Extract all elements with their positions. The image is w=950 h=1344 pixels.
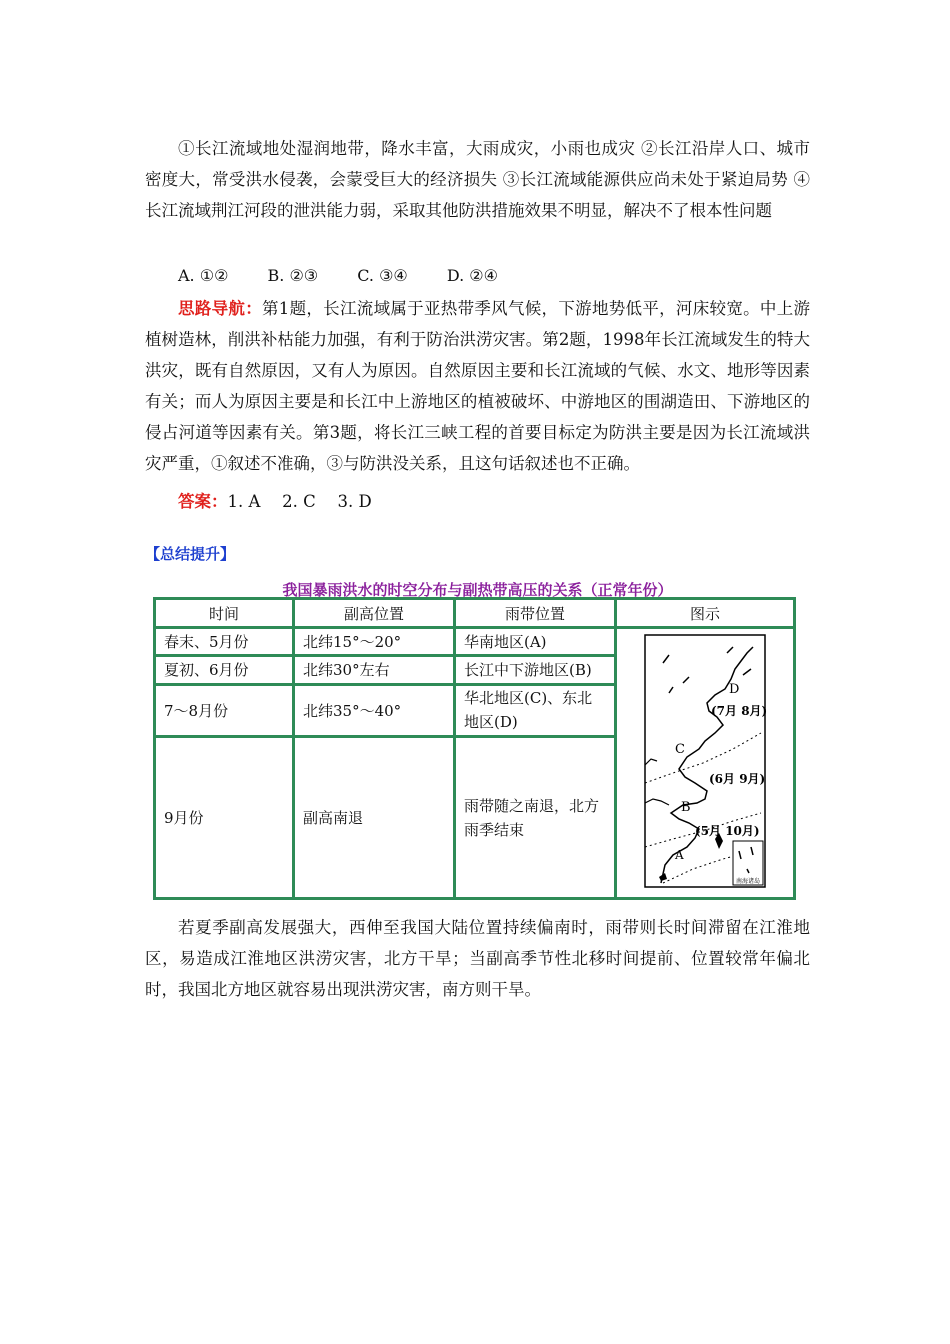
cell-high: 北纬35°～40° xyxy=(294,684,455,737)
label-b: B xyxy=(681,800,691,815)
cell-rainbelt: 华南地区(A) xyxy=(455,628,616,656)
choice-list xyxy=(178,264,532,288)
table-row xyxy=(155,628,795,656)
cell-high: 副高南退 xyxy=(294,737,455,899)
cell-rainbelt: 长江中下游地区(B) xyxy=(455,656,616,684)
label-c: C xyxy=(675,742,685,757)
question-options-paragraph: ①长江流域地处湿润地带，降水丰富，大雨成灾，小雨也成灾 ②长江沿岸人口、城市密度大，常受洪水侵袭，会蒙受巨大的经济损失 ③长江流域能源供应尚未处于紧迫局势 ④长江流域荆江河段的泄洪能力弱，采取其他防洪措施效果不明显，解决不了根本性问题 xyxy=(145,139,810,220)
table-header-row xyxy=(155,599,795,628)
answer-paragraph xyxy=(145,486,810,517)
cell-time: 9月份 xyxy=(155,737,294,899)
analysis-text: 第1题，长江流域属于亚热带季风气候，下游地势低平，河床较宽。中上游植树造林，削洪补枯能力加强，有利于防治洪涝灾害。第2题，1998年长江流域发生的特大洪灾，既有自然原因，又有人为原因。自然原因主要和长江流域的气候、水文、地形等因素有关；而人为原因主要是和长江中上游地区的植被破坏、中游地区的围湖造田、下游地区的侵占河道等因素有关。第3题，将长江三峡工程的首要目标定为防洪主要是因为长江流域洪灾严重，①叙述不准确，③与防洪没关系，且这句话叙述也不正确。 xyxy=(145,299,811,473)
choice-a: A. ①② xyxy=(178,266,229,285)
summary-heading: 【总结提升】 xyxy=(145,545,236,563)
cell-time: 春末、5月份 xyxy=(155,628,294,656)
choice-b: B. ②③ xyxy=(267,266,319,285)
label-may-oct: (5月 10月) xyxy=(695,824,760,838)
label-jun-sep: (6月 9月) xyxy=(709,772,766,786)
answer-text: 1. A 2. C 3. D xyxy=(227,492,372,511)
rainbelt-table xyxy=(153,597,796,900)
cell-rainbelt: 雨带随之南退，北方雨季结束 xyxy=(455,737,616,899)
inset-label: 南海诸岛 xyxy=(735,878,761,885)
map-figure-cell xyxy=(616,628,795,899)
header-figure: 图示 xyxy=(616,599,795,628)
label-jul-aug: (7月 8月) xyxy=(711,704,767,718)
cell-time: 7～8月份 xyxy=(155,684,294,737)
analysis-paragraph xyxy=(145,293,810,479)
cell-time: 夏初、6月份 xyxy=(155,656,294,684)
header-time: 时间 xyxy=(155,599,294,628)
choice-c: C. ③④ xyxy=(357,266,408,285)
answer-label: 答案： xyxy=(178,492,228,511)
label-a: A xyxy=(675,848,684,862)
header-subtropical-high: 副高位置 xyxy=(294,599,455,628)
rainbelt-map xyxy=(643,633,767,889)
cell-high: 北纬30°左右 xyxy=(294,656,455,684)
label-d: D xyxy=(729,682,740,697)
cell-high: 北纬15°～20° xyxy=(294,628,455,656)
table-title: 我国暴雨洪水的时空分布与副热带高压的关系（正常年份） xyxy=(282,581,673,599)
analysis-label: 思路导航： xyxy=(178,299,262,318)
closing-paragraph: 若夏季副高发展强大，西伸至我国大陆位置持续偏南时，雨带则长时间滞留在江淮地区，易造成江淮地区洪涝灾害，北方干旱；当副高季节性北移时间提前、位置较常年偏北时，我国北方地区就容易出现洪涝灾害，南方则干旱。 xyxy=(145,918,810,999)
cell-rainbelt: 华北地区(C)、东北地区(D) xyxy=(455,684,616,737)
choice-d: D. ②④ xyxy=(446,266,498,285)
header-rainbelt: 雨带位置 xyxy=(455,599,616,628)
